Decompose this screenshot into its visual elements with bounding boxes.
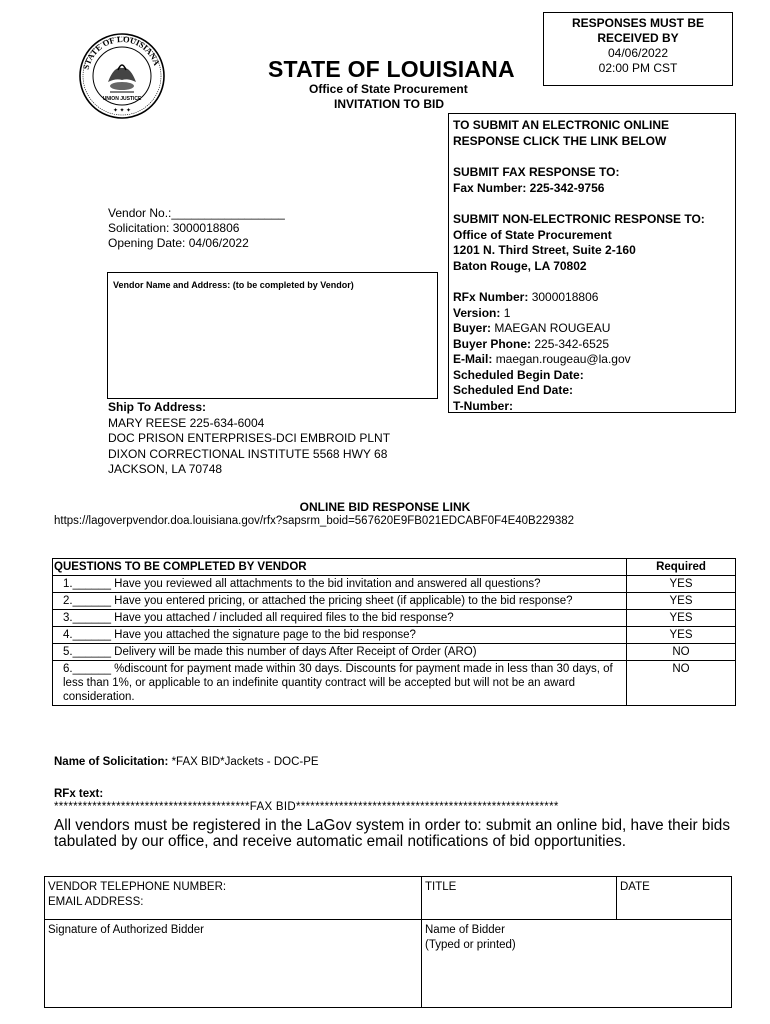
opening-date: Opening Date: 04/06/2022 [108, 236, 249, 250]
vendor-telephone-label: VENDOR TELEPHONE NUMBER: [48, 881, 227, 893]
rfx-fax-bid-banner: *****************************************FAX BID******************************************************* [54, 801, 559, 813]
table-row [53, 627, 736, 644]
table-row [45, 877, 732, 920]
deadline-date: 04/06/2022 [607, 46, 669, 60]
vendor-questions-table [52, 558, 736, 706]
buyer-phone-value: 225-342-6525 [534, 336, 610, 351]
address-line3: Baton Rouge, LA 70802 [453, 258, 587, 273]
required-value: YES [627, 627, 736, 644]
table-header-row [53, 559, 736, 576]
title-label: TITLE [425, 881, 457, 893]
ship-to-line4: JACKSON, LA 70748 [108, 462, 223, 476]
deadline-line2: RECEIVED BY [597, 31, 679, 45]
ship-to-line3: DIXON CORRECTIONAL INSTITUTE 5568 HWY 68 [108, 446, 388, 461]
required-value: YES [627, 576, 736, 593]
office-name: Office of State Procurement [309, 82, 468, 96]
buyer-phone-row [453, 337, 735, 353]
bidder-name-label: Name of Bidder [425, 924, 505, 936]
signature-field[interactable] [45, 920, 422, 1008]
email-label: E-Mail: [453, 352, 493, 366]
ship-to-line1: MARY REESE 225-634-6004 [108, 415, 265, 430]
rfx-number-label: RFx Number: [453, 290, 529, 304]
signature-label: Signature of Authorized Bidder [48, 924, 204, 936]
fax-title: SUBMIT FAX RESPONSE TO: [453, 165, 620, 179]
fax-number: Fax Number: 225-342-9756 [453, 180, 605, 195]
rfx-text-body: All vendors must be registered in the LaGov system in order to: submit an online bid, have their bids tabulated by our office, and receive automatic email notifications of bid opportunities. [54, 817, 730, 850]
ship-to-line2: DOC PRISON ENTERPRISES-DCI EMBROID PLNT [108, 431, 391, 445]
online-link-title: ONLINE BID RESPONSE LINK [299, 500, 471, 514]
email-row [453, 352, 735, 368]
email-value: maegan.rougeau@la.gov [495, 352, 631, 366]
title-field[interactable] [422, 877, 617, 920]
solicitation-name-label: Name of Solicitation: [54, 756, 169, 768]
online-bid-link[interactable]: https://lagoverpvendor.doa.louisiana.gov/rfx?sapsrm_boid=567620E9FB021EDCABF0F4E40B229382 [54, 515, 575, 527]
nonelectronic-title: SUBMIT NON-ELECTRONIC RESPONSE TO: [453, 212, 705, 226]
date-field[interactable] [617, 877, 732, 920]
question-text[interactable]: 3.______ Have you attached / included all required files to the bid response? [53, 610, 627, 627]
svg-text:STATE OF LOUISIANA: STATE OF LOUISIANA [80, 33, 163, 71]
rfx-number: 3000018806 [531, 290, 599, 304]
deadline-line1: RESPONSES MUST BE [571, 16, 705, 30]
bidder-name-field[interactable] [422, 920, 732, 1008]
required-header: Required [627, 559, 736, 576]
question-text[interactable]: 5.______ Delivery will be made this number of days After Receipt of Order (ARO) [53, 644, 627, 661]
version-label: Version: [453, 305, 501, 320]
table-row [53, 576, 736, 593]
scheduled-end-label: Scheduled End Date: [453, 383, 574, 397]
table-row [53, 661, 736, 706]
email-address-label: EMAIL ADDRESS: [48, 896, 144, 908]
vendor-signature-table [44, 876, 732, 1008]
vendor-name-address-field[interactable] [107, 272, 438, 399]
table-row [53, 644, 736, 661]
questions-header: QUESTIONS TO BE COMPLETED BY VENDOR [53, 559, 627, 576]
document-type: INVITATION TO BID [334, 97, 444, 111]
t-number-label: T-Number: [453, 398, 513, 413]
date-label: DATE [620, 881, 650, 893]
version-row [453, 306, 735, 322]
response-deadline-box [543, 12, 733, 86]
buyer-value: MAEGAN ROUGEAU [494, 321, 611, 335]
question-text[interactable]: 1.______ Have you reviewed all attachments to the bid invitation and answered all questions? [53, 576, 627, 593]
vendor-number-field[interactable]: Vendor No.:_________________ [108, 206, 285, 220]
address-line1: Office of State Procurement [453, 227, 612, 242]
bidder-name-sublabel: (Typed or printed) [425, 939, 516, 951]
question-text[interactable]: 4.______ Have you attached the signature page to the bid response? [53, 627, 627, 644]
submission-info-box [448, 113, 736, 413]
table-row [45, 920, 732, 1008]
svg-text:UNION JUSTICE: UNION JUSTICE [102, 96, 142, 102]
ship-to-address [108, 400, 390, 478]
solicitation-number: Solicitation: 3000018806 [108, 221, 240, 235]
table-row [53, 610, 736, 627]
solicitation-name [54, 756, 319, 768]
version-value: 1 [503, 305, 511, 320]
table-row [53, 593, 736, 610]
vendor-contact-field[interactable] [45, 877, 422, 920]
ship-to-label: Ship To Address: [108, 400, 207, 414]
vendor-name-address-label: Vendor Name and Address: (to be completed by Vendor) [113, 280, 354, 290]
buyer-row [453, 321, 735, 337]
deadline-time: 02:00 PM CST [598, 61, 678, 75]
question-text[interactable]: 2.______ Have you entered pricing, or attached the pricing sheet (if applicable) to the bid response? [53, 593, 627, 610]
vendor-info [108, 206, 285, 251]
electronic-line2: RESPONSE CLICK THE LINK BELOW [453, 133, 667, 148]
buyer-label: Buyer: [453, 321, 492, 335]
scheduled-begin-label: Scheduled Begin Date: [453, 367, 584, 382]
state-seal-icon [78, 32, 166, 120]
required-value: NO [627, 644, 736, 661]
rfx-number-row [453, 290, 735, 306]
question-text[interactable]: 6.______ %discount for payment made within 30 days. Discounts for payment made in less than 30 days, of less than 1%, or applicable to an indefinite quantity contract will be accepted but will not be an award consideration. [53, 661, 627, 706]
address-line2: 1201 N. Third Street, Suite 2-160 [453, 243, 636, 257]
buyer-phone-label: Buyer Phone: [453, 336, 532, 351]
svg-text:✦ ✦ ✦: ✦ ✦ ✦ [112, 108, 132, 114]
page-title: STATE OF LOUISIANA [268, 56, 515, 82]
required-value: YES [627, 610, 736, 627]
required-value: YES [627, 593, 736, 610]
electronic-line1: TO SUBMIT AN ELECTRONIC ONLINE [453, 118, 669, 132]
solicitation-name-value: *FAX BID*Jackets - DOC-PE [171, 756, 319, 768]
rfx-text-label: RFx text: [54, 788, 104, 800]
required-value: NO [627, 661, 736, 706]
